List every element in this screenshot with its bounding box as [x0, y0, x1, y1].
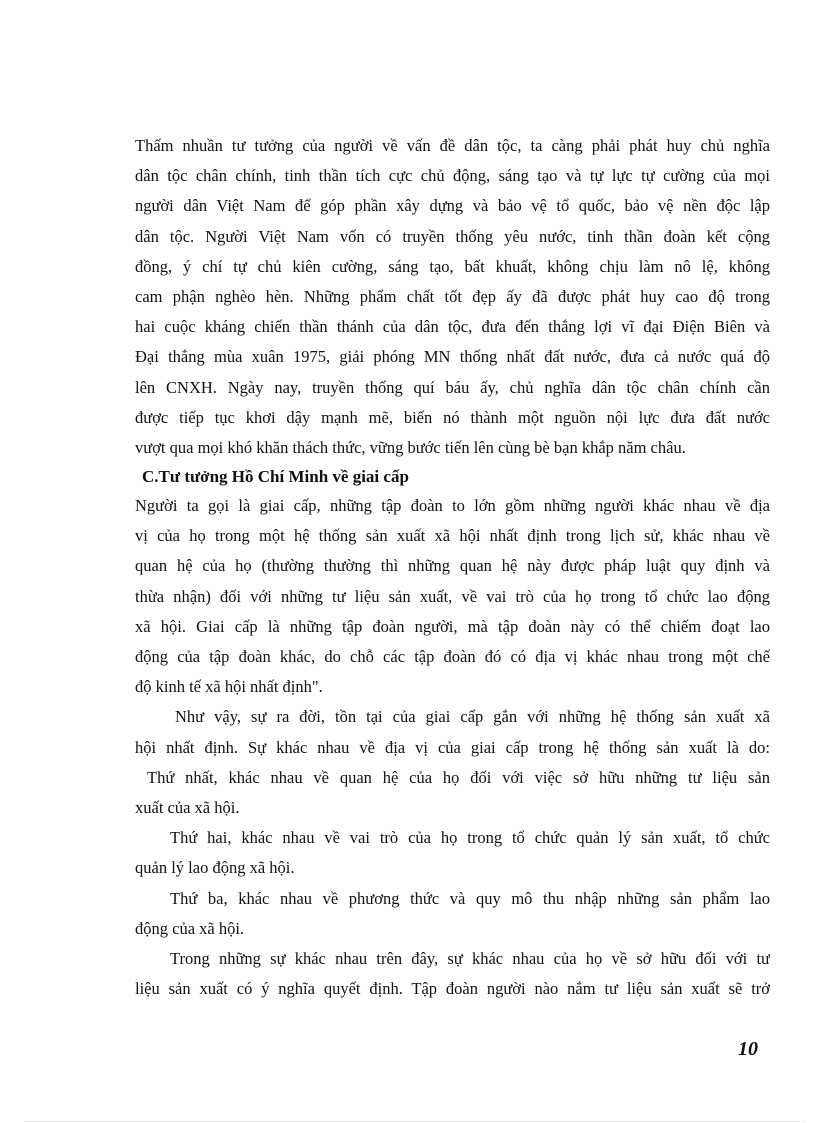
page-number: 10	[738, 1038, 758, 1060]
text-line: cam phận nghèo hèn. Những phẩm chất tốt đẹp ấy đã được phát huy cao độ trong	[135, 286, 770, 306]
text-line: đồng, ý chí tự chủ kiên cường, sáng tạo, bất khuất, không chịu làm nô lệ, không	[135, 256, 770, 276]
text-line: người dân Việt Nam để góp phần xây dựng và bảo vệ tổ quốc, bảo vệ nền độc lập	[135, 196, 770, 216]
text-line: hội nhất định. Sự khác nhau về địa vị của giai cấp trong hệ thống sản xuất là do:	[135, 737, 770, 757]
text-line: xã hội. Giai cấp là những tập đoàn người, mà tập đoàn này có thể chiếm đoạt lao	[135, 616, 770, 636]
text-line: quản lý lao động xã hội.	[135, 858, 295, 878]
page-body	[135, 131, 770, 1004]
text-line: hai cuộc kháng chiến thần thánh của dân tộc, đưa đến thắng lợi vĩ đại Điện Biên và	[135, 317, 770, 337]
section-heading: C.Tư tưởng Hồ Chí Minh về giai cấp	[142, 467, 409, 487]
text-line: Thứ nhất, khác nhau về quan hệ của họ đối với việc sở hữu những tư liệu sản	[147, 767, 770, 787]
text-line: thừa nhận) đối với những tư liệu sản xuất, về vai trò của họ trong tổ chức lao động	[135, 586, 770, 606]
paragraph-national-spirit	[135, 131, 770, 463]
text-line: dân tộc chân chính, tinh thần tích cực chủ động, sáng tạo và tự lực tự cường của mọi	[135, 166, 770, 186]
text-line: vượt qua mọi khó khăn thách thức, vững bước tiến lên cùng bè bạn khắp năm châu.	[135, 437, 686, 457]
text-line: quan hệ của họ (thường thường thì những quan hệ này được pháp luật quy định và	[135, 556, 770, 576]
text-line: được tiếp tục khơi dậy mạnh mẽ, biến nó thành một nguồn nội lực đưa đất nước	[135, 407, 770, 427]
text-line: động của xã hội.	[135, 918, 245, 938]
paragraph-class-origin	[135, 702, 770, 762]
paragraph-second-difference	[135, 823, 770, 883]
paragraph-class-definition	[135, 491, 770, 702]
text-line: Thấm nhuần tư tưởng của người về vấn đề dân tộc, ta càng phải phát huy chủ nghĩa	[135, 136, 770, 155]
text-line: liệu sản xuất có ý nghĩa quyết định. Tập đoàn người nào nắm tư liệu sản xuất sẽ trở	[135, 979, 770, 999]
text-line: Như vậy, sự ra đời, tồn tại của giai cấp gắn với những hệ thống sản xuất xã	[175, 707, 770, 727]
text-line: Trong những sự khác nhau trên đây, sự khác nhau của họ về sở hữu đối với tư	[170, 948, 770, 968]
text-line: lên CNXH. Ngày nay, truyền thống quí báu ấy, chủ nghĩa dân tộc chân chính cần	[135, 377, 770, 397]
text-line: độ kinh tế xã hội nhất định".	[135, 677, 323, 697]
text-line: Thứ hai, khác nhau về vai trò của họ trong tổ chức quản lý sản xuất, tổ chức	[170, 828, 770, 848]
text-line: Đại thắng mùa xuân 1975, giải phóng MN thống nhất đất nước, đưa cả nước quá độ	[135, 347, 770, 367]
text-line: xuất của xã hội.	[135, 797, 240, 817]
paragraph-first-difference	[135, 763, 770, 823]
text-line: Thứ ba, khác nhau về phương thức và quy mô thu nhập những sản phẩm lao	[170, 888, 770, 908]
paragraph-decisive-difference	[135, 944, 770, 1004]
page-break-divider	[25, 1121, 806, 1122]
text-line: dân tộc. Người Việt Nam vốn có truyền thống yêu nước, tinh thần đoàn kết cộng	[135, 226, 770, 246]
text-line: động của tập đoàn khác, do chỗ các tập đoàn đó có địa vị khác nhau trong một chế	[135, 647, 770, 666]
text-line: Người ta gọi là giai cấp, những tập đoàn to lớn gồm những người khác nhau về địa	[135, 496, 770, 516]
paragraph-third-difference	[135, 884, 770, 944]
text-line: vị của họ trong một hệ thống sản xuất xã hội nhất định trong lịch sử, khác nhau về	[135, 526, 770, 546]
